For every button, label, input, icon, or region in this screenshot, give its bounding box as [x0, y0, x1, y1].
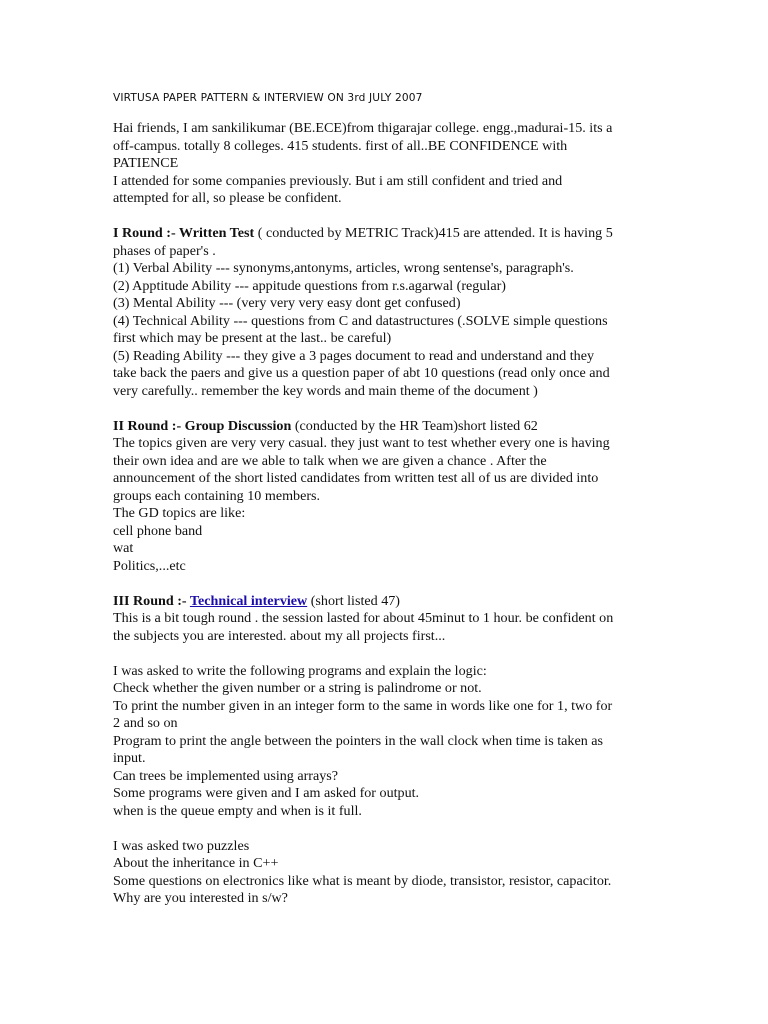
round2-section [113, 418, 653, 576]
round3-section [113, 593, 653, 646]
programs-line: Can trees be implemented using arrays? [113, 767, 339, 784]
programs-line: Program to print the angle between the pointers in the wall clock when time is taken as [113, 732, 604, 749]
round3-line: This is a bit tough round . the session lasted for about 45minut to 1 hour. be confident on [113, 610, 614, 626]
document-body [113, 120, 653, 925]
programs-line: when is the queue empty and when is it full. [113, 802, 362, 819]
round1-line: first which may be present at the last.. be careful) [113, 330, 392, 346]
round2-heading-rest: (conducted by the HR Team)short listed 62 [291, 417, 538, 434]
programs-line: Some programs were given and I am asked for output. [113, 785, 420, 801]
round1-line: (2) Apptitude Ability --- appitude questions from r.s.agarwal (regular) [113, 277, 506, 294]
round1-heading-line [113, 225, 653, 243]
round3-heading: III Round :- [113, 592, 190, 609]
round2-heading-line [113, 418, 653, 436]
puzzles-line: I was asked two puzzles [113, 837, 250, 854]
round2-line: The GD topics are like: [113, 505, 246, 521]
round1-line: phases of paper's . [113, 242, 216, 259]
round2-line: The topics given are very very casual. they just want to test whether every one is having [113, 435, 610, 451]
programs-line: 2 and so on [113, 715, 178, 731]
intro-paragraph [113, 120, 653, 208]
round2-line: their own idea and are we able to talk when we are given a chance . After the [113, 452, 547, 469]
intro-line: Hai friends, I am sankilikumar (BE.ECE)from thigarajar college. engg.,madurai-15. its a [113, 120, 613, 136]
round2-line: wat [113, 540, 134, 556]
programs-section [113, 663, 653, 821]
round2-line: cell phone band [113, 522, 203, 539]
intro-line: I attended for some companies previously. But i am still confident and tried and [113, 172, 563, 189]
puzzles-section [113, 838, 653, 908]
round3-heading-rest: (short listed 47) [307, 592, 400, 609]
round2-heading: II Round :- Group Discussion [113, 417, 292, 434]
round2-line: announcement of the short listed candidates from written test all of us are divided into [113, 470, 599, 486]
round3-heading-line [113, 593, 653, 611]
round1-line: (4) Technical Ability --- questions from C and datastructures (.SOLVE simple questions [113, 312, 608, 329]
intro-line: PATIENCE [113, 155, 179, 171]
round1-line: very carefully.. remember the key words and main theme of the document ) [113, 382, 538, 399]
puzzles-line: Why are you interested in s/w? [113, 890, 288, 906]
intro-line: attempted for all, so please be confident. [113, 190, 342, 206]
programs-line: To print the number given in an integer form to the same in words like one for 1, two for [113, 697, 613, 714]
programs-line: input. [113, 750, 146, 766]
round2-line: groups each containing 10 members. [113, 487, 321, 504]
round1-line: (3) Mental Ability --- (very very very easy dont get confused) [113, 295, 461, 311]
programs-line: Check whether the given number or a string is palindrome or not. [113, 680, 482, 696]
document-title: VIRTUSA PAPER PATTERN & INTERVIEW ON 3rd JULY 2007 [113, 92, 423, 104]
round1-heading: I Round :- Written Test [113, 225, 255, 241]
puzzles-line: Some questions on electronics like what is meant by diode, transistor, resistor, capacitor. [113, 872, 612, 889]
round2-line: Politics,...etc [113, 557, 186, 574]
technical-interview-link[interactable]: Technical interview [189, 592, 308, 609]
round1-line: (5) Reading Ability --- they give a 3 pages document to read and understand and they [113, 347, 595, 364]
puzzles-line: About the inheritance in C++ [113, 855, 279, 871]
intro-line: off-campus. totally 8 colleges. 415 students. first of all..BE CONFIDENCE with [113, 137, 568, 154]
programs-line: I was asked to write the following programs and explain the logic: [113, 662, 487, 679]
round1-heading-rest: ( conducted by METRIC Track)415 are attended. It is having 5 [254, 225, 613, 241]
round1-section [113, 225, 653, 400]
round3-line: the subjects you are interested. about my all projects first... [113, 627, 446, 644]
round1-line: take back the paers and give us a question paper of abt 10 questions (read only once and [113, 365, 610, 381]
round1-line: (1) Verbal Ability --- synonyms,antonyms, articles, wrong sentense's, paragraph's. [113, 260, 574, 276]
